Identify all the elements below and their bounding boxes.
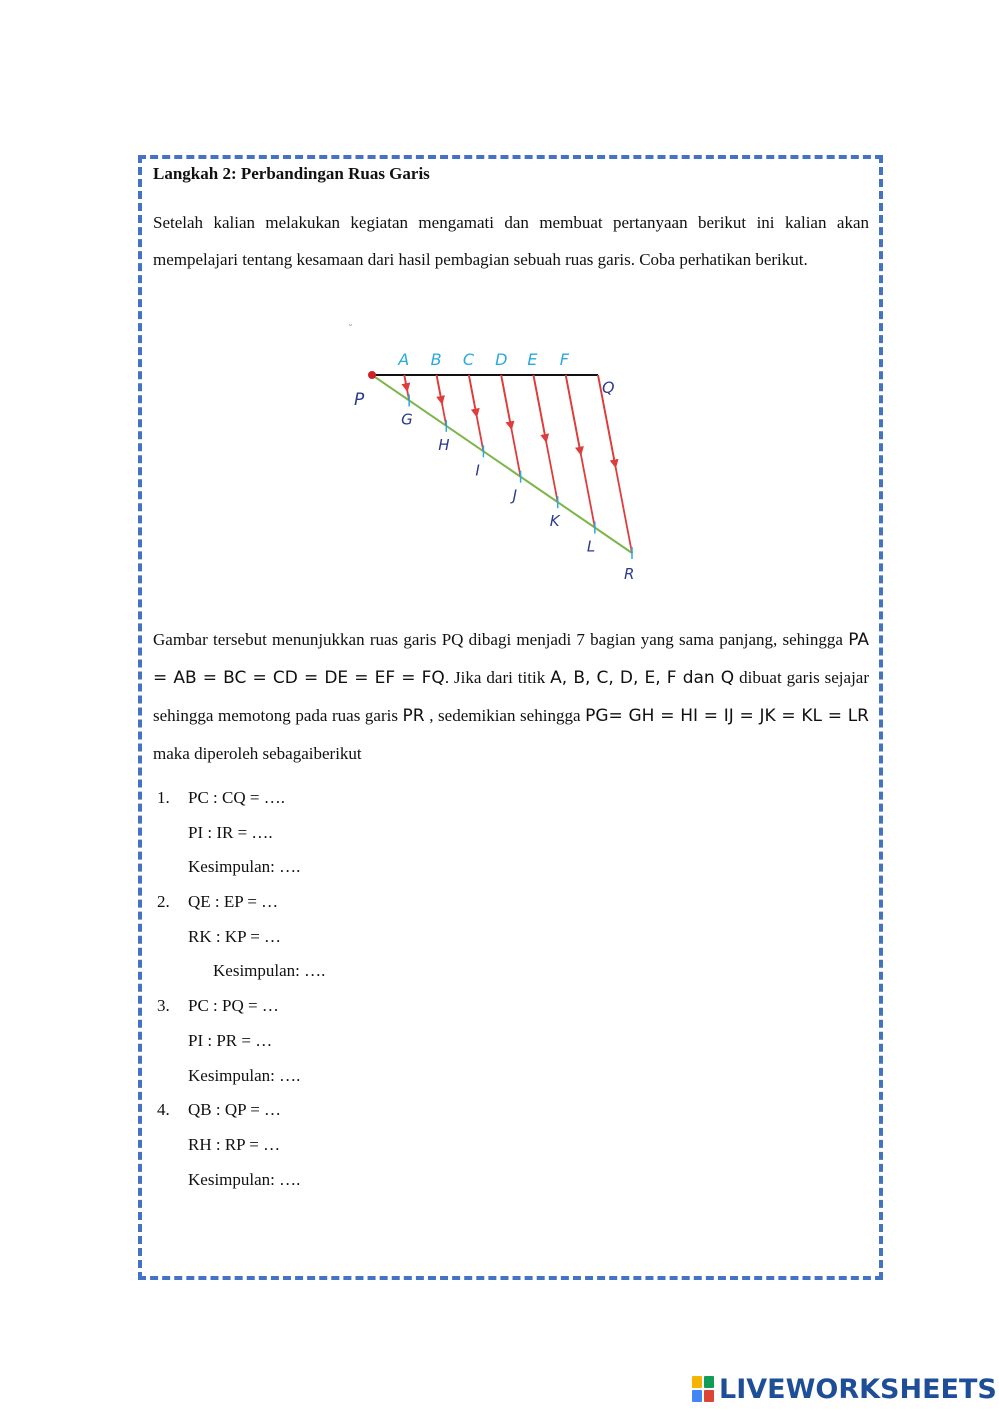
liveworksheets-brand[interactable]	[691, 1373, 997, 1405]
point-label-i: I	[475, 461, 480, 480]
question-conclusion[interactable]: Kesimpulan: ….	[188, 857, 301, 877]
division-ticks	[409, 394, 632, 559]
parallel-lines	[404, 375, 632, 553]
question-ratio-1[interactable]: QB : QP = …	[188, 1100, 282, 1120]
question-number: 1.	[157, 788, 170, 807]
arrowhead-c	[469, 375, 476, 413]
point-label-e: E	[527, 350, 538, 369]
question-number: 2.	[157, 892, 170, 912]
question-item	[153, 781, 853, 885]
point-label-k: K	[549, 512, 560, 531]
question-ratio-2[interactable]: RH : RP = …	[188, 1134, 281, 1154]
intro-paragraph: Setelah kalian melakukan kegiatan mengamati dan membuat pertanyaan berikut ini kalian akan mempelajari tentang kesamaan dari hasil pembagian sebuah ruas garis. Coba perhatikan berikut.	[153, 213, 869, 269]
question-conclusion[interactable]: Kesimpulan: ….	[188, 1065, 301, 1085]
liveworksheets-logo-icon	[691, 1375, 715, 1403]
question-conclusion[interactable]: Kesimpulan: ….	[188, 1169, 301, 1189]
point-label-b: B	[430, 350, 442, 369]
description-text-4: , sedemikian sehingga	[424, 706, 586, 725]
description-text-3: dibuat garis sejajar sehingga memotong pada ruas garis	[153, 668, 870, 725]
question-number: 4.	[157, 1100, 170, 1120]
equal-segments-pq: PA = AB = BC = CD = DE = EF = FQ	[153, 630, 869, 688]
question-conclusion[interactable]: Kesimpulan: ….	[213, 961, 326, 981]
point-label-a: A	[398, 350, 410, 369]
section-heading: Langkah 2: Perbandingan Ruas Garis	[153, 164, 430, 183]
brand-name: LIVEWORKSHEETS	[719, 1373, 997, 1405]
description-text-5: maka diperoleh sebagaiberikut	[153, 744, 362, 763]
question-item	[153, 885, 853, 989]
question-ratio-1[interactable]: PC : PQ = …	[188, 996, 279, 1016]
question-ratio-1[interactable]: PC : CQ = ….	[188, 788, 285, 807]
arrowhead-b	[437, 375, 442, 400]
question-ratio-2[interactable]: RK : KP = …	[188, 926, 282, 946]
point-label-h: H	[438, 435, 450, 454]
question-ratio-1[interactable]: QE : EP = …	[188, 892, 279, 912]
point-label-q: Q	[602, 378, 615, 397]
question-ratio-2[interactable]: PI : IR = ….	[188, 822, 273, 842]
svg-text:˘: ˘	[348, 324, 353, 335]
point-label-g: G	[401, 410, 413, 429]
question-item	[153, 989, 853, 1093]
arrowhead-e	[533, 375, 545, 439]
point-label-p: P	[354, 390, 365, 410]
question-ratio-2[interactable]: PI : PR = …	[188, 1030, 273, 1050]
point-label-l: L	[586, 537, 596, 556]
question-item	[153, 1093, 853, 1197]
point-label-c: C	[462, 350, 475, 369]
arrowhead-a	[404, 375, 406, 388]
segment-pr-label: PR	[402, 706, 425, 726]
equal-segments-pr: PG= GH = HI = IJ = JK = KL = LR	[585, 706, 869, 726]
segment-pr	[372, 375, 632, 553]
question-list	[153, 781, 853, 1197]
description-text-1: Gambar tersebut menunjukkan ruas garis PQ dibagi menjadi 7 bagian yang sama panjang, sehingga	[153, 630, 849, 649]
point-label-j: J	[512, 486, 518, 505]
arrowhead-f	[566, 375, 581, 451]
description-text-2: . Jika dari titik	[444, 668, 551, 687]
point-label-f: F	[559, 350, 569, 369]
arrowhead-d	[501, 375, 511, 426]
point-p	[368, 371, 376, 379]
point-label-r: R	[624, 565, 635, 583]
description-paragraph	[153, 621, 869, 772]
line-division-figure	[340, 320, 670, 590]
point-label-d: D	[495, 350, 508, 369]
points-list: A, B, C, D, E, F dan Q	[550, 668, 735, 688]
question-number: 3.	[157, 996, 170, 1016]
